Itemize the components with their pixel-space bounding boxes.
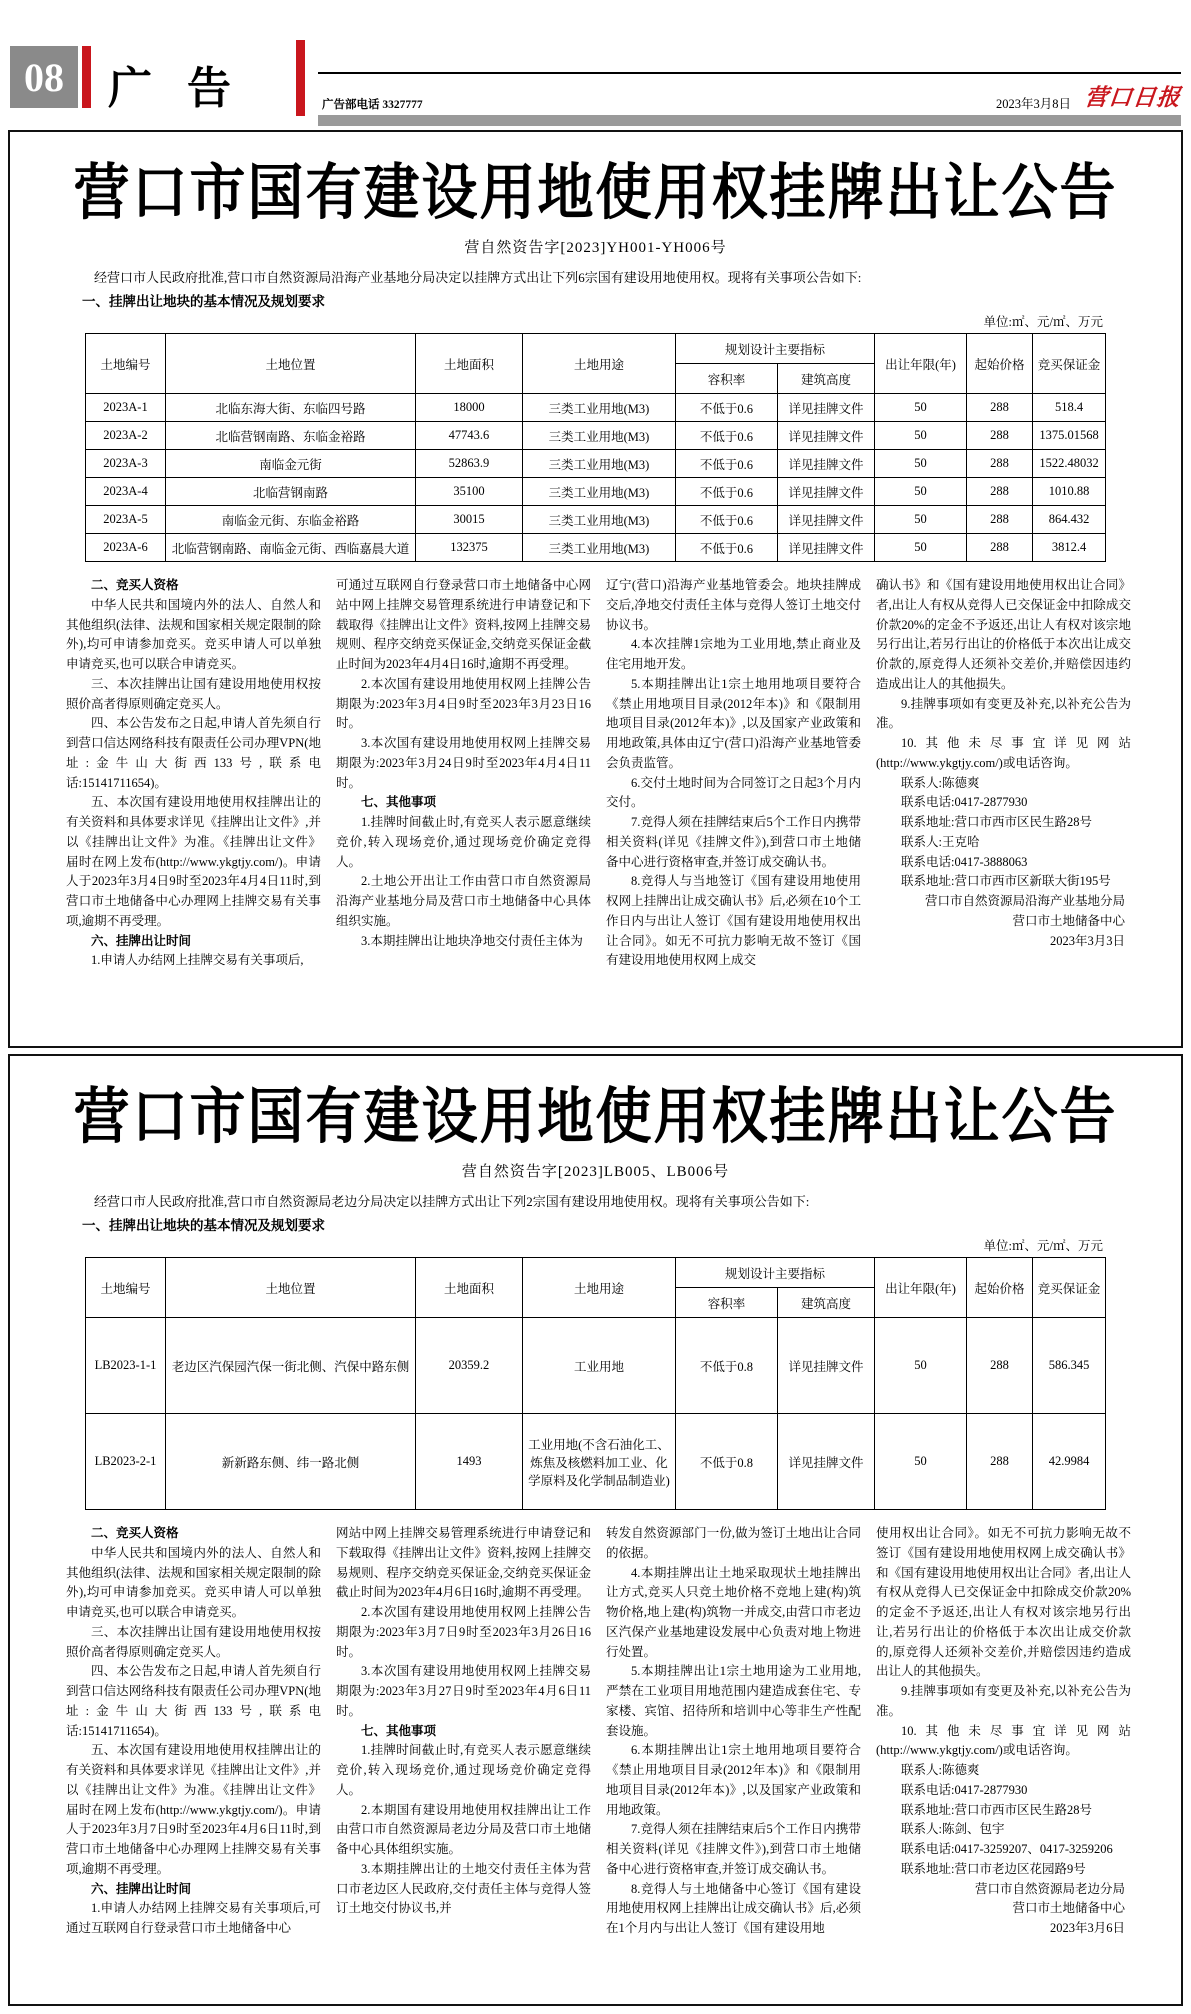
body-paragraph: 4.本期挂牌出让土地采取现状土地挂牌出让方式,竞买人只竞土地价格不竞地上建(构)筑物价格,地上建(构)筑物一并成交,由营口市老边区汽保产业基地建设发展中心负责对地上物进行处置。 [606, 1565, 861, 1659]
announcement-1-section-heading: 一、挂牌出让地块的基本情况及规划要求 [82, 294, 325, 309]
contact-line: 联系电话:0417-3888063 [901, 854, 1028, 869]
column-header: 竞买保证金 [1033, 1258, 1106, 1318]
land-cell: 新新路东侧、纬一路北侧 [165, 1414, 415, 1510]
land-cell: 不低于0.6 [675, 422, 777, 450]
column-header: 起始价格 [967, 334, 1033, 394]
land-cell: 2023A-5 [85, 506, 165, 534]
land-row [85, 450, 1105, 478]
announcement-2-unit-note: 单位:㎡、元/㎡、万元 [983, 1239, 1103, 1253]
land-cell: 工业用地 [522, 1318, 675, 1414]
body-paragraph: 10.其他未尽事宜详见网站(http://www.ykgtjy.com/)或电话咨询。 [876, 1723, 1131, 1758]
body-paragraph: 四、本公告发布之日起,申请人首先须自行到营口信达网络科技有限责任公司办理VPN(地址:金牛山大街西133号,联系电话:15141711654)。 [66, 1664, 321, 1738]
body-paragraph: 可通过互联网自行登录营口市土地储备中心网站中网上挂牌交易管理系统进行申请登记和下载取得《挂牌出让文件》资料,按网上挂牌交易规则、程序交纳竞买保证金,交纳竞买保证金截止时间为2023年4月4日16时,逾期不再受理。 [336, 578, 591, 671]
body-paragraph: 3.本次国有建设用地使用权网上挂牌交易期限为:2023年3月27日9时至2023年4月6日11时。 [336, 1664, 591, 1718]
signature-line: 营口市土地储备中心 [1012, 1901, 1125, 1916]
text-column [876, 576, 1131, 971]
body-paragraph: 3.本次国有建设用地使用权网上挂牌交易期限为:2023年3月24日9时至2023年4月4日11时。 [336, 736, 591, 790]
land-cell: 详见挂牌文件 [777, 422, 874, 450]
land-cell: 详见挂牌文件 [777, 394, 874, 422]
land-cell: 详见挂牌文件 [777, 478, 874, 506]
column-header: 土地面积 [415, 1258, 522, 1318]
body-paragraph: 辽宁(营口)沿海产业基地管委会。地块挂牌成交后,净地交付责任主体与竞得人签订土地交付协议书。 [606, 578, 861, 632]
land-cell: 1375.01568 [1033, 422, 1106, 450]
land-cell: 50 [875, 534, 967, 562]
page-number: 08 [24, 54, 64, 100]
announcement-1-intro: 经营口市人民政府批准,营口市自然资源局沿海产业基地分局决定以挂牌方式出让下列6宗国有建设用地使用权。现将有关事项公告如下: [94, 270, 862, 285]
column-header-group: 规划设计主要指标 [675, 334, 874, 364]
land-cell: 288 [967, 394, 1033, 422]
land-row [85, 1318, 1105, 1414]
body-paragraph: 8.竞得人与当地签订《国有建设用地使用权网上挂牌出让成交确认书》后,必须在10个工作日内与出让人签订《国有建设用地使用权出让合同》。如无不可抗力影响无故不签订《国有建设用地使用权网上成交 [606, 874, 861, 968]
land-cell: 288 [967, 422, 1033, 450]
land-cell: 详见挂牌文件 [777, 506, 874, 534]
land-cell: 50 [875, 422, 967, 450]
land-cell: 1522.48032 [1033, 450, 1106, 478]
red-divider-bar-2 [296, 40, 305, 116]
land-cell: 不低于0.8 [675, 1318, 777, 1414]
signature-line: 2023年3月3日 [1049, 933, 1125, 948]
announcement-1 [8, 130, 1183, 1048]
land-cell: 三类工业用地(M3) [522, 534, 675, 562]
land-cell: 不低于0.6 [675, 534, 777, 562]
land-cell: 518.4 [1033, 394, 1106, 422]
contact-line: 联系地址:营口市西市区民生路28号 [901, 815, 1092, 829]
land-cell: 50 [875, 506, 967, 534]
column-subheader: 建筑高度 [777, 1288, 874, 1318]
body-paragraph: 7.竞得人须在挂牌结束后5个工作日内携带相关资料(详见《挂牌文件》),到营口市土地储备中心进行资格审查,并签订成交确认书。 [606, 815, 861, 869]
land-cell: 3812.4 [1033, 534, 1106, 562]
land-row [85, 534, 1105, 562]
body-paragraph: 9.挂牌事项如有变更及补充,以补充公告为准。 [876, 696, 1131, 731]
masthead-right [318, 42, 1181, 126]
column-subheader: 容积率 [675, 364, 777, 394]
contact-line: 联系地址:营口市老边区花园路9号 [901, 1861, 1086, 1876]
announcement-2-section-heading: 一、挂牌出让地块的基本情况及规划要求 [82, 1218, 325, 1233]
land-cell: 288 [967, 478, 1033, 506]
contact-line: 联系电话:0417-2877930 [901, 795, 1028, 810]
clause-heading: 二、竞买人资格 [91, 578, 179, 592]
body-paragraph: 转发自然资源部门一份,做为签订土地出让合同的依据。 [606, 1526, 861, 1560]
announcement-1-body [10, 572, 1181, 971]
land-cell: 南临金元街、东临金裕路 [165, 506, 415, 534]
land-cell: 586.345 [1033, 1318, 1106, 1414]
header-rule [318, 72, 1181, 74]
land-cell: 北临营钢南路、东临金裕路 [165, 422, 415, 450]
clause-heading: 七、其他事项 [361, 795, 437, 810]
body-paragraph: 8.竞得人与土地储备中心签订《国有建设用地使用权网上挂牌出让成交确认书》后,必须在1个月内与出让人签订《国有建设用地 [606, 1881, 861, 1935]
land-cell: 30015 [415, 506, 522, 534]
land-table-2 [85, 1257, 1106, 1510]
body-paragraph: 6.交付土地时间为合同签订之日起3个月内交付。 [606, 775, 861, 810]
land-cell: 南临金元街 [165, 450, 415, 478]
column-header: 土地编号 [85, 334, 165, 394]
text-column [606, 576, 861, 971]
land-cell: 1010.88 [1033, 478, 1106, 506]
section-title: 广 告 [108, 64, 243, 113]
land-cell: 三类工业用地(M3) [522, 422, 675, 450]
announcement-1-unit-note: 单位:㎡、元/㎡、万元 [983, 315, 1103, 329]
signature-line: 营口市土地储备中心 [1012, 913, 1125, 928]
announcement-2 [8, 1054, 1183, 2006]
land-cell: 三类工业用地(M3) [522, 506, 675, 534]
land-cell: 50 [875, 1414, 967, 1510]
column-subheader: 容积率 [675, 1288, 777, 1318]
text-column [606, 1524, 861, 1939]
body-paragraph: 五、本次国有建设用地使用权挂牌出让的有关资料和具体要求详见《挂牌出让文件》,并以《挂牌出让文件》为准。《挂牌出让文件》届时在网上发布(http://www.ykgtjy.com/)。申请人于2023年3月7日9时至2023年4月6日11时,到营口市土地储备中心办理网上挂牌交易有关事项,逾期不再受理。 [66, 1743, 321, 1876]
column-header: 土地面积 [415, 334, 522, 394]
land-cell: 42.9984 [1033, 1414, 1106, 1510]
land-row [85, 1414, 1105, 1510]
body-paragraph: 5.本期挂牌出让1宗土地用地项目要符合《禁止用地项目目录(2012年本)》和《限制用地项目目录(2012年本)》,以及国家产业政策和用地政策,具体由辽宁(营口)沿海产业基地管委会负责监管。 [606, 676, 861, 770]
body-paragraph: 10.其他未尽事宜详见网站(http://www.ykgtjy.com/)或电话咨询。 [876, 736, 1131, 770]
land-cell: 50 [875, 478, 967, 506]
body-paragraph: 1.挂牌时间截止时,有竞买人表示愿意继续竞价,转入现场竞价,通过现场竞价确定竞得人。 [336, 815, 591, 869]
land-cell: 北临营钢南路、南临金元街、西临嘉晨大道 [165, 534, 415, 562]
land-cell: 288 [967, 506, 1033, 534]
signature-line: 2023年3月6日 [1049, 1921, 1125, 1935]
text-column [336, 1524, 591, 1939]
clause-heading: 六、挂牌出让时间 [91, 933, 192, 948]
contact-line: 联系电话:0417-3259207、0417-3259206 [901, 1842, 1113, 1856]
land-cell: 不低于0.6 [675, 450, 777, 478]
column-header: 土地用途 [522, 334, 675, 394]
land-cell: 三类工业用地(M3) [522, 450, 675, 478]
land-cell: 详见挂牌文件 [777, 1318, 874, 1414]
land-row [85, 394, 1105, 422]
signature-line: 营口市自然资源局沿海产业基地分局 [924, 894, 1125, 908]
clause-heading: 六、挂牌出让时间 [91, 1881, 192, 1896]
land-cell: 132375 [415, 534, 522, 562]
column-header: 竞买保证金 [1033, 334, 1106, 394]
issue-date: 2023年3月8日 [995, 97, 1071, 111]
land-table-1 [85, 333, 1106, 562]
announcement-1-doc-number: 营自然资告字[2023]YH001-YH006号 [464, 240, 727, 256]
land-cell: 老边区汽保园汽保一街北侧、汽保中路东侧 [165, 1318, 415, 1414]
body-paragraph: 9.挂牌事项如有变更及补充,以补充公告为准。 [876, 1684, 1131, 1718]
land-cell: 三类工业用地(M3) [522, 478, 675, 506]
column-header-group: 规划设计主要指标 [675, 1258, 874, 1288]
land-cell: 50 [875, 394, 967, 422]
ad-phone: 广告部电话 3327777 [322, 99, 423, 111]
land-cell: 2023A-4 [85, 478, 165, 506]
body-paragraph: 2.本次国有建设用地使用权网上挂牌公告期限为:2023年3月4日9时至2023年3月23日16时。 [336, 676, 591, 731]
body-paragraph: 3.本期挂牌出让的土地交付责任主体为营口市老边区人民政府,交付责任主体与竞得人签订土地交付协议书,并 [336, 1861, 591, 1916]
contact-line: 联系地址:营口市西市区民生路28号 [901, 1802, 1092, 1817]
land-cell: 2023A-3 [85, 450, 165, 478]
land-cell: 52863.9 [415, 450, 522, 478]
header-gray-bar [318, 115, 1181, 126]
clause-heading: 七、其他事项 [361, 1723, 437, 1738]
land-cell: 不低于0.6 [675, 506, 777, 534]
land-cell: 18000 [415, 394, 522, 422]
text-column [876, 1524, 1131, 1939]
contact-line: 联系人:陈剑、包宇 [901, 1822, 1005, 1837]
land-cell: 1493 [415, 1414, 522, 1510]
body-paragraph: 5.本期挂牌出让1宗土地用途为工业用地,严禁在工业项目用地范围内建造成套住宅、专家楼、宾馆、招待所和培训中心等非生产性配套设施。 [606, 1664, 861, 1738]
body-paragraph: 网站中网上挂牌交易管理系统进行申请登记和下载取得《挂牌出让文件》资料,按网上挂牌交易规则、程序交纳竞买保证金,交纳竞买保证金截止时间为2023年4月6日16时,逾期不再受理。 [336, 1526, 591, 1600]
land-cell: 详见挂牌文件 [777, 450, 874, 478]
land-cell: 288 [967, 534, 1033, 562]
column-header: 土地用途 [522, 1258, 675, 1318]
land-cell: 详见挂牌文件 [777, 534, 874, 562]
announcement-2-body [10, 1520, 1181, 1939]
land-cell: 288 [967, 1414, 1033, 1510]
land-cell: 2023A-6 [85, 534, 165, 562]
text-column [336, 576, 591, 971]
land-cell: LB2023-1-1 [85, 1318, 165, 1414]
body-paragraph: 2.本次国有建设用地使用权网上挂牌公告期限为:2023年3月7日9时至2023年3月26日16时。 [336, 1605, 591, 1659]
body-paragraph: 3.本期挂牌出让地块净地交付责任主体为 [361, 933, 583, 948]
land-cell: 50 [875, 450, 967, 478]
body-paragraph: 4.本次挂牌1宗地为工业用地,禁止商业及住宅用地开发。 [606, 637, 861, 671]
body-paragraph: 6.本期挂牌出让1宗土地用地项目要符合《禁止用地项目目录(2012年本)》和《限制用地项目目录(2012年本)》,以及国家产业政策和用地政策。 [606, 1743, 861, 1817]
masthead-row [322, 86, 1181, 112]
land-row [85, 478, 1105, 506]
land-cell: 2023A-1 [85, 394, 165, 422]
land-cell: 北临营钢南路 [165, 478, 415, 506]
contact-line: 联系电话:0417-2877930 [901, 1782, 1028, 1797]
land-cell: LB2023-2-1 [85, 1414, 165, 1510]
contact-line: 联系人:陈德爽 [901, 1763, 980, 1777]
body-paragraph: 1.挂牌时间截止时,有竞买人表示愿意继续竞价,转入现场竞价,通过现场竞价确定竞得人。 [336, 1743, 591, 1797]
land-cell: 288 [967, 1318, 1033, 1414]
announcement-2-intro: 经营口市人民政府批准,营口市自然资源局老边分局决定以挂牌方式出让下列2宗国有建设用地使用权。现将有关事项公告如下: [94, 1194, 810, 1209]
body-paragraph: 使用权出让合同》。如无不可抗力影响无故不签订《国有建设用地使用权网上成交确认书》和《国有建设用地使用权出让合同》者,出让人有权从竞得人已交保证金中扣除成交价款20%的定金不予返还,出让人有权对该宗地另行出让,若另行出让的价格低于本次出让成交价款的,原竞得人还须补交差价,并赔偿因违约造成出让人的其他损失。 [876, 1526, 1131, 1679]
body-paragraph: 1.申请人办结网上挂牌交易有关事项后, [91, 953, 304, 968]
contact-line: 联系人:王克哈 [901, 834, 980, 849]
land-cell: 不低于0.6 [675, 478, 777, 506]
red-divider-bar [82, 46, 91, 108]
body-paragraph: 三、本次挂牌出让国有建设用地使用权按照价高者得原则确定竞买人。 [66, 676, 321, 711]
text-column [66, 1524, 321, 1939]
column-header: 出让年限(年) [875, 1258, 967, 1318]
signature-line: 营口市自然资源局老边分局 [974, 1881, 1125, 1896]
column-header: 土地位置 [165, 1258, 415, 1318]
contact-line: 联系人:陈德爽 [901, 775, 980, 790]
land-cell: 50 [875, 1318, 967, 1414]
body-paragraph: 1.申请人办结网上挂牌交易有关事项后,可通过互联网自行登录营口市土地储备中心 [66, 1901, 321, 1935]
body-paragraph: 7.竞得人须在挂牌结束后5个工作日内携带相关资料(详见《挂牌文件》),到营口市土地储备中心进行资格审查,并签订成交确认书。 [606, 1822, 861, 1876]
land-cell: 北临东海大街、东临四号路 [165, 394, 415, 422]
body-paragraph: 五、本次国有建设用地使用权挂牌出让的有关资料和具体要求详见《挂牌出让文件》,并以《挂牌出让文件》为准。《挂牌出让文件》届时在网上发布(http://www.ykgtjy.com/)。申请人于2023年3月4日9时至2023年4月4日11时,到营口市土地储备中心办理网上挂牌交易有关事项,逾期不再受理。 [66, 795, 321, 928]
contact-line: 联系地址:营口市西市区新联大街195号 [901, 874, 1111, 889]
land-cell: 2023A-2 [85, 422, 165, 450]
land-cell: 详见挂牌文件 [777, 1414, 874, 1510]
masthead-logo: 营口日报 [1083, 85, 1183, 110]
body-paragraph: 中华人民共和国境内外的法人、自然人和其他组织(法律、法规和国家相关规定限制的除外),均可申请参加竞买。竞买申请人可以单独申请竞买,也可以联合申请竞买。 [66, 1545, 321, 1619]
page-number-box [10, 46, 78, 108]
land-cell: 864.432 [1033, 506, 1106, 534]
land-cell: 工业用地(不含石油化工、炼焦及核燃料加工业、化学原料及化学制品制造业) [522, 1414, 675, 1510]
land-cell: 三类工业用地(M3) [522, 394, 675, 422]
body-paragraph: 三、本次挂牌出让国有建设用地使用权按照价高者得原则确定竞买人。 [66, 1624, 321, 1659]
body-paragraph: 中华人民共和国境内外的法人、自然人和其他组织(法律、法规和国家相关规定限制的除外),均可申请参加竞买。竞买申请人可以单独申请竞买,也可以联合申请竞买。 [66, 597, 321, 671]
land-cell: 288 [967, 450, 1033, 478]
announcement-1-title: 营口市国有建设用地使用权挂牌出让公告 [73, 157, 1118, 226]
announcement-2-doc-number: 营自然资告字[2023]LB005、LB006号 [461, 1164, 730, 1180]
land-cell: 不低于0.6 [675, 394, 777, 422]
column-header: 土地编号 [85, 1258, 165, 1318]
clause-heading: 二、竞买人资格 [91, 1526, 179, 1540]
column-header: 出让年限(年) [875, 334, 967, 394]
land-cell: 20359.2 [415, 1318, 522, 1414]
land-cell: 不低于0.8 [675, 1414, 777, 1510]
text-column [66, 576, 321, 971]
column-subheader: 建筑高度 [777, 364, 874, 394]
land-cell: 35100 [415, 478, 522, 506]
land-cell: 47743.6 [415, 422, 522, 450]
announcement-2-title: 营口市国有建设用地使用权挂牌出让公告 [73, 1081, 1118, 1150]
page-header [8, 42, 1183, 126]
land-row [85, 422, 1105, 450]
body-paragraph: 2.土地公开出让工作由营口市自然资源局沿海产业基地分局及营口市土地储备中心具体组织实施。 [336, 874, 591, 928]
column-header: 土地位置 [165, 334, 415, 394]
body-paragraph: 确认书》和《国有建设用地使用权出让合同》者,出让人有权从竞得人已交保证金中扣除成交价款20%的定金不予返还,出让人有权对该宗地另行出让,若另行出让的价格低于本次出让成交价款的,原竞得人还须补交差价,并赔偿因违约造成出让人的其他损失。 [876, 578, 1131, 691]
column-header: 起始价格 [967, 1258, 1033, 1318]
body-paragraph: 2.本期国有建设用地使用权挂牌出让工作由营口市自然资源局老边分局及营口市土地储备中心具体组织实施。 [336, 1802, 591, 1856]
land-row [85, 506, 1105, 534]
body-paragraph: 四、本公告发布之日起,申请人首先须自行到营口信达网络科技有限责任公司办理VPN(地址:金牛山大街西133号,联系电话:15141711654)。 [66, 716, 321, 790]
